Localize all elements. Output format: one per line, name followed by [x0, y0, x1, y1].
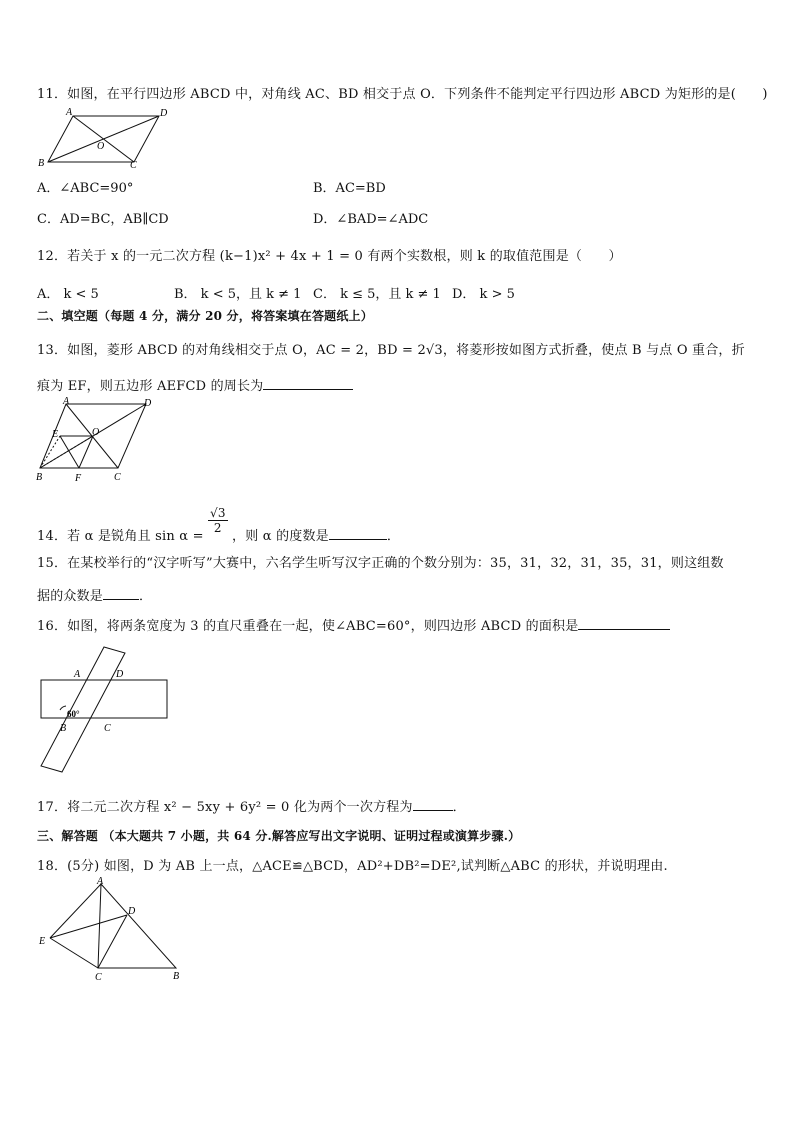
label-A: A [97, 876, 104, 887]
q16-line: 16．如图，将两条宽度为 3 的直尺重叠在一起，使∠ABC=60°，则四边形 ABCD 的面积是 [37, 615, 670, 634]
label-D: D [144, 398, 152, 409]
label-F: F [75, 473, 82, 484]
label-D: D [116, 669, 124, 680]
q12-option-c: C． k ≤ 5，且 k ≠ 1 [313, 287, 441, 302]
q14-fraction-numerator: √3 [210, 506, 226, 520]
q16-rulers-figure [38, 644, 172, 776]
label-B: B [38, 158, 45, 169]
q12-option-d: D． k > 5 [452, 287, 515, 302]
label-O: O [97, 141, 105, 152]
label-O: O [92, 427, 100, 438]
q12-option-a: A． k < 5 [37, 287, 99, 302]
q14-fraction-denominator: 2 [213, 521, 222, 535]
label-angle: 60° [67, 709, 80, 719]
q14-answer-blank[interactable] [329, 527, 387, 540]
q11-option-a: A．∠ABC=90° [37, 181, 134, 196]
q17-answer-blank[interactable] [413, 798, 453, 811]
q12-stem: 12．若关于 x 的一元二次方程 (k−1)x² + 4x + 1 = 0 有两个实数根，则 k 的取值范围是（ ） [37, 249, 622, 264]
label-C: C [130, 160, 137, 171]
label-C: C [114, 472, 121, 483]
label-C: C [95, 972, 102, 982]
q18-stem: 18．(5分) 如图，D 为 AB 上一点，△ACE≌△BCD，AD²+DB²=DE²,试判断△ABC 的形状，并说明理由. [37, 859, 668, 874]
label-A: A [74, 669, 81, 680]
label-B: B [60, 723, 67, 734]
q11-option-b: B．AC=BD [313, 181, 386, 196]
q11-parallelogram-figure [36, 104, 176, 172]
q13-line-2-text: 痕为 EF，则五边形 AEFCD 的周长为 [37, 379, 264, 394]
label-B: B [173, 971, 180, 982]
label-C: C [104, 723, 111, 734]
q14-line: 14．若 α 是锐角且 sin α = $\frac{√3}{2}$ ，则 α 的度数是 ． [37, 506, 401, 544]
section-3-heading: 三、解答题 （本大题共 7 小题，共 64 分.解答应写出文字说明、证明过程或演算步骤.） [37, 829, 521, 843]
q11-option-d: D．∠BAD=∠ADC [313, 212, 429, 227]
q15-line-2: 据的众数是 ． [37, 589, 153, 604]
q13-rhombus-figure [34, 396, 164, 484]
q15-line-1: 15．在某校举行的“汉字听写”大赛中，六名学生听写汉字正确的个数分别为：35，31，32，31，35，31，则这组数 [37, 556, 724, 571]
q13-answer-blank[interactable] [263, 377, 353, 390]
q14-prefix: 14．若 α 是锐角且 sin α = [37, 529, 204, 544]
q11-stem: 11．如图，在平行四边形 ABCD 中，对角线 AC、BD 相交于点 O．下列条件不能判定平行四边形 ABCD 为矩形的是( ) [37, 87, 768, 102]
q11-option-c: C．AD=BC，AB∥CD [37, 212, 169, 227]
label-D: D [160, 108, 168, 119]
q13-line-2 [37, 375, 353, 394]
q13-line-1: 13．如图，菱形 ABCD 的对角线相交于点 O，AC = 2，BD = 2√3，将菱形按如图方式折叠，使点 B 与点 O 重合，折 [37, 343, 745, 358]
label-D: D [128, 906, 136, 917]
q16-answer-blank[interactable] [578, 617, 670, 630]
label-E: E [39, 936, 46, 947]
q15-answer-blank[interactable] [103, 587, 139, 600]
q18-triangle-figure [36, 876, 186, 982]
section-2-heading: 二、填空题（每题 4 分，满分 20 分，将答案填在答题纸上） [37, 309, 373, 323]
q14-suffix: ，则 α 的度数是 [232, 529, 329, 544]
q14-fraction [208, 506, 228, 535]
label-A: A [66, 107, 73, 118]
q12-option-b: B． k < 5，且 k ≠ 1 [174, 287, 302, 302]
q17-line: 17．将二元二次方程 x² − 5xy + 6y² = 0 化为两个一次方程为 ． [37, 800, 466, 815]
label-E: E [52, 429, 59, 440]
label-A: A [63, 396, 70, 407]
label-B: B [36, 472, 43, 483]
